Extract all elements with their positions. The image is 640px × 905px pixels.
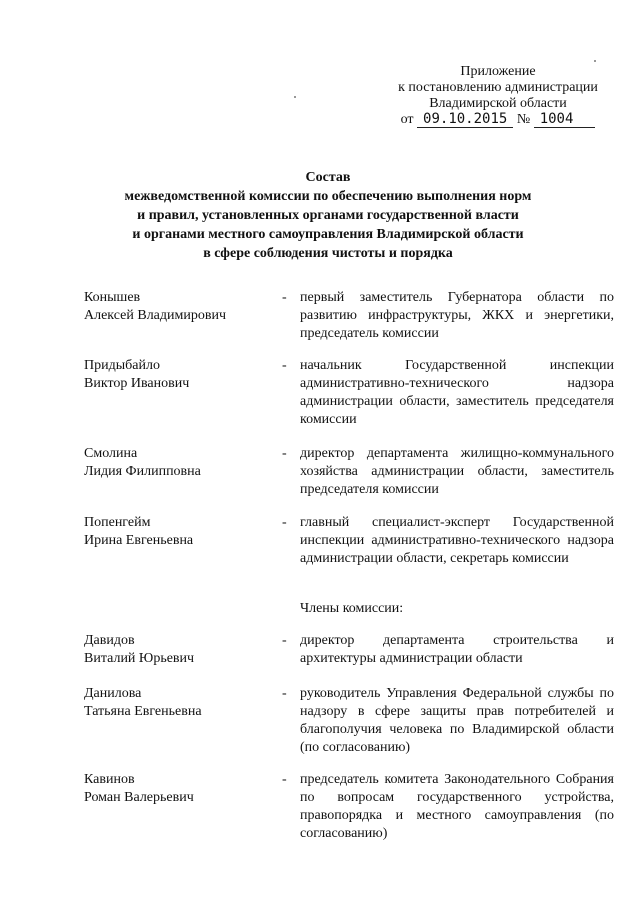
- title-line: и правил, установленных органами государственной власти: [137, 208, 519, 223]
- member-name: [84, 685, 274, 721]
- member-role: руководитель Управления Федеральной службы по надзору в сфере защиты прав потребителей и благополучия человека по Владимирской области (по согласованию): [300, 686, 614, 755]
- member-given-name: Виталий Юрьевич: [84, 651, 195, 666]
- member-name: [84, 514, 274, 550]
- appendix-ref: к постановлению администрации: [398, 80, 598, 95]
- title-line: и органами местного самоуправления Владимирской области: [132, 227, 524, 242]
- scan-speck: [294, 96, 296, 98]
- dash: -: [282, 633, 287, 648]
- dash: -: [282, 446, 287, 461]
- dash: -: [282, 515, 287, 530]
- document-title: [90, 168, 566, 263]
- member-given-name: Лидия Филипповна: [84, 464, 201, 479]
- order-number: 1004: [534, 112, 596, 128]
- member-surname: Данилова: [84, 686, 142, 701]
- member-given-name: Алексей Владимирович: [84, 308, 227, 323]
- member-name: [84, 771, 274, 807]
- dash: -: [282, 686, 287, 701]
- member-name: [84, 357, 274, 393]
- member-surname: Конышев: [84, 290, 141, 305]
- member-role: директор департамента жилищно-коммунального хозяйства администрации области, заместитель председателя комиссии: [300, 446, 614, 497]
- number-sign: №: [516, 112, 531, 127]
- member-surname: Придыбайло: [84, 358, 160, 373]
- members-heading: Члены комиссии:: [300, 601, 404, 616]
- title-line: Состав: [305, 170, 351, 185]
- title-line: межведомственной комиссии по обеспечению выполнения норм: [124, 189, 532, 204]
- member-surname: Давидов: [84, 633, 135, 648]
- member-name: [84, 632, 274, 668]
- appendix-label: Приложение: [460, 64, 536, 79]
- member-name: [84, 289, 274, 325]
- member-given-name: Роман Валерьевич: [84, 790, 194, 805]
- dash: -: [282, 772, 287, 787]
- member-role: начальник Государственной инспекции административно-технического надзора администрации области, заместитель председателя комиссии: [300, 358, 614, 427]
- order-date: 09.10.2015: [417, 112, 513, 128]
- order-line: [360, 112, 636, 128]
- member-given-name: Татьяна Евгеньевна: [84, 704, 202, 719]
- member-role: председатель комитета Законодательного Собрания по вопросам государственного устройства, правопорядка и местного самоуправления (по согласованию): [300, 772, 614, 841]
- appendix-region: Владимирской области: [429, 96, 567, 111]
- member-role: главный специалист-эксперт Государственной инспекции административно-технического надзора администрации области, секретарь комиссии: [300, 515, 614, 566]
- date-prefix: от: [400, 112, 414, 127]
- member-role: первый заместитель Губернатора области по развитию инфраструктуры, ЖКХ и энергетики, председатель комиссии: [300, 290, 614, 341]
- dash: -: [282, 358, 287, 373]
- member-role: директор департамента строительства и архитектуры администрации области: [300, 633, 614, 666]
- member-given-name: Ирина Евгеньевна: [84, 533, 194, 548]
- member-name: [84, 445, 274, 481]
- scan-speck: [594, 60, 596, 62]
- member-surname: Попенгейм: [84, 515, 151, 530]
- member-surname: Кавинов: [84, 772, 135, 787]
- member-given-name: Виктор Иванович: [84, 376, 190, 391]
- dash: -: [282, 290, 287, 305]
- title-line: в сфере соблюдения чистоты и порядка: [203, 246, 453, 261]
- member-surname: Смолина: [84, 446, 138, 461]
- appendix-block: [360, 64, 636, 128]
